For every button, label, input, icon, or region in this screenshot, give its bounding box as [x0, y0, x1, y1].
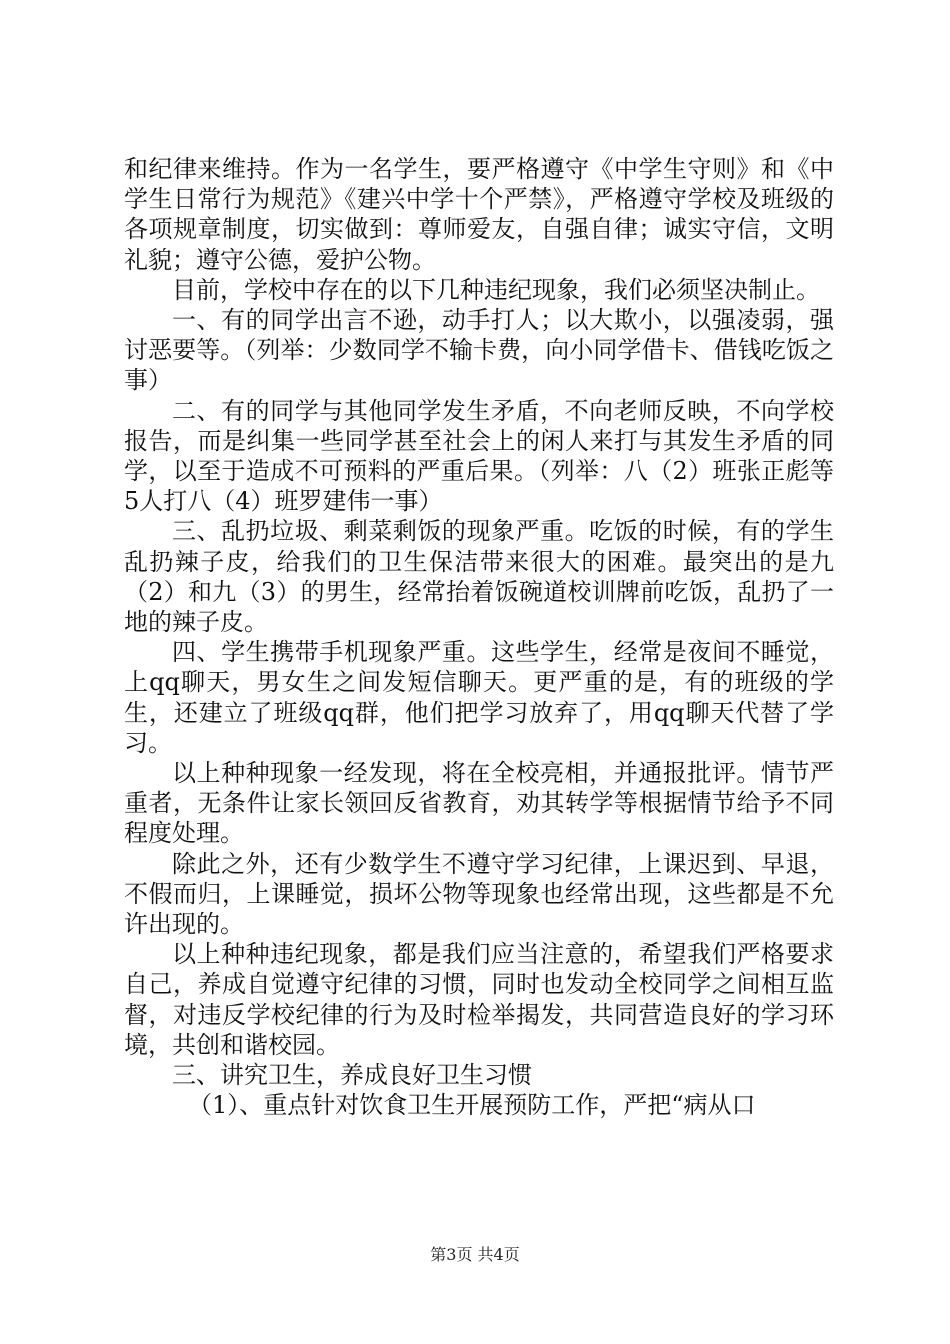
paragraph: 和纪律来维持。作为一名学生，要严格遵守《中学生守则》和《中学生日常行为规范》《建兴中学十个严禁》，严格遵守学校及班级的各项规章制度，切实做到：尊师爱友，自强自律；诚实守信，文明礼貌；遵守公德，爱护公物。	[124, 155, 834, 274]
document-body	[124, 154, 834, 1121]
page-footer: 第3页 共4页	[430, 1245, 520, 1264]
paragraph: 二、有的同学与其他同学发生矛盾，不向老师反映，不向学校报告，而是纠集一些同学甚至社会上的闲人来打与其发生矛盾的同学，以至于造成不可预料的严重后果。（列举：八（2）班张正彪等5人打八（4）班罗建伟一事）	[124, 396, 834, 516]
section-heading: 三、讲究卫生，养成良好卫生习惯	[172, 1061, 532, 1090]
paragraph: 四、学生携带手机现象严重。这些学生，经常是夜间不睡觉，上qq聊天，男女生之间发短信聊天。更严重的是，有的班级的学生，还建立了班级qq群，他们把学习放弃了，用qq聊天代替了学习。	[124, 638, 834, 757]
paragraph: 以上种种违纪现象，都是我们应当注意的，希望我们严格要求自己，养成自觉遵守纪律的习惯，同时也发动全校同学之间相互监督，对违反学校纪律的行为及时检举揭发，共同营造良好的学习环境，共创和谐校园。	[124, 940, 834, 1059]
paragraph: 以上种种现象一经发现，将在全校亮相，并通报批评。情节严重者，无条件让家长领回反省教育，劝其转学等根据情节给予不同程度处理。	[124, 759, 834, 848]
paragraph: 一、有的同学出言不逊，动手打人；以大欺小，以强凌弱，强讨恶要等。（列举：少数同学不输卡费，向小同学借卡、借钱吃饭之事）	[124, 306, 834, 395]
paragraph: 三、乱扔垃圾、剩菜剩饭的现象严重。吃饭的时候，有的学生乱扔辣子皮，给我们的卫生保洁带来很大的困难。最突出的是九（2）和九（3）的男生，经常抬着饭碗道校训牌前吃饭，乱扔了一地的辣子皮。	[124, 517, 834, 637]
paragraph: 除此之外，还有少数学生不遵守学习纪律，上课迟到、早退，不假而归，上课睡觉，损坏公物等现象也经常出现，这些都是不允许出现的。	[124, 849, 834, 939]
paragraph: （1）、重点针对饮食卫生开展预防工作，严把“病从口	[188, 1091, 756, 1120]
paragraph: 目前，学校中存在的以下几种违纪现象，我们必须坚决制止。	[172, 275, 820, 304]
